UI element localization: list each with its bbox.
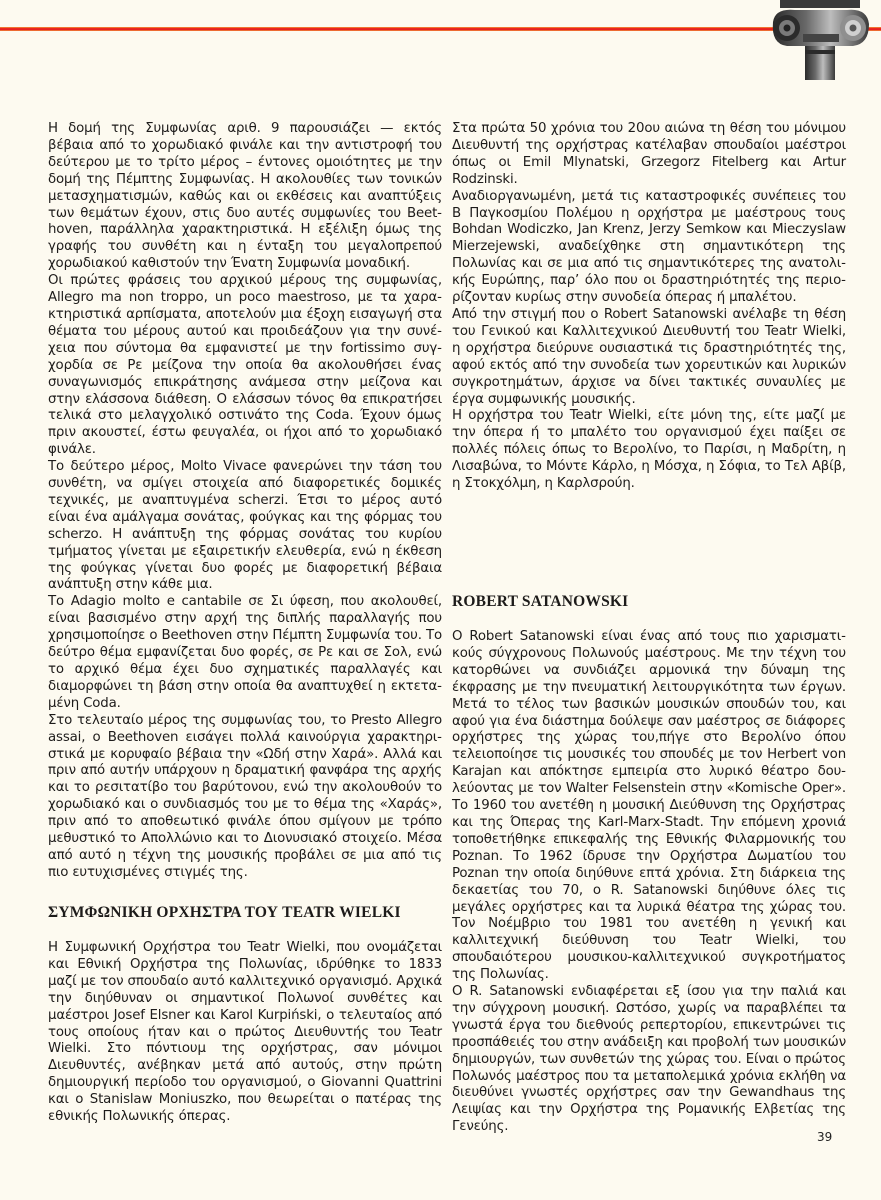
- paragraph: Από την στιγμή που ο Robert Satanowski ανέλαβε τη θέση του Γενικού και Καλλιτεχνικού Διευθυντή του Teatr Wielki, η ορχήστρα διεύρυνε ουσιαστικά τις δραστηριότητές της, αφού εκτός από την συνοδεία των χορευτικών και λυρικών συγκροτημάτων, άρχισε να δίνει τακτικές συναυλίες με έργα συμφωνικής μουσικής.: [452, 306, 846, 407]
- paragraph: Η Συμφωνική Ορχήστρα του Teatr Wielki, που ονομάζεται και Εθνική Ορχήστρα της Πολωνίας, ιδρύθηκε το 1833 μαζί με τον σπουδαίο αυτό καλλιτεχνικό οργανισμό. Αρχικά την διηύθυναν οι σημαντικοί Πολωνοί συνθέτες και μαέστροι Josef Elsner και Karol Kurpiński, ο τελευταίος από τους οποίους ήταν και ο πρώτος Διευθυντής του Teatr Wielki. Στο πόντιουμ της ορχήστρας, σαν μόνιμοι Διευθυντές, ανέβηκαν μετά από αυτούς, στην πρώτη δημιουργική περίοδο του οργανισμού, ο Giovanni Quattrini και ο Stanislaw Moniuszko, που θεωρείται ο πατέρας της εθνικής Πολωνικής όπερας.: [48, 940, 442, 1125]
- section-heading-teatr-wielki-orchestra: ΣΥΜΦΩΝΙΚΗ ΟΡΧΗΣΤΡΑ ΤΟΥ TEATR WIELKI: [48, 904, 401, 921]
- paragraph: Ο Robert Satanowski είναι ένας από τους πιο χαρισματικούς σύγχρονους Πολωνούς μαέστρους. Με την τέχνη του κατορθώνει να συνδιάζει αρμονικά την δύναμη της έκφρασης με την πνευματική λειτουργικότητα των έργων. Μετά το τέλος των βασικών μουσικών σπουδών του, και αφού για ένα διάστημα δούλεψε σαν μαέστρος σε διάφορες ορχήστρες της χώρας του,πήγε στο Βερολίνο όπου τελειοποίησε τις μουσικές του σπουδές με τον Herbert von Karajan και απόκτησε εμπειρία στο λυρικό θέατρο δουλεύοντας με τον Walter Felsenstein στην «Komische Oper». Το 1960 του ανετέθη η μουσική Διεύθυνση της Ορχήστρας και της Όπερας της Karl-Marx-Stadt. Την επόμενη χρονιά τοποθετήθηκε επικεφαλής της Εθνικής Φιλαρμονικής του Poznan. Το 1962 ίδρυσε την Ορχήστρα Δωματίου του Poznan την οποία διηύθυνε επτά χρόνια. Στη διάρκεια της δεκαετίας του 70, ο R. Satanowski διηύθυνε όλες τις μεγάλες ορχήστρες και τα λυρικά θέατρα της χώρας του. Τον Νοέμβριο του 1981 του ανετέθη η γενική και καλλιτεχνική διεύθυνση του Teatr Wielki, του σπουδαιότερου μουσικου-καλλιτεχνικού συγκροτήματος της Πολωνίας.: [452, 629, 846, 983]
- paragraph: Αναδιοργανωμένη, μετά τις καταστροφικές συνέπειες του Β Παγκοσμίου Πολέμου η ορχήστρα με μαέστρους τους Bohdan Wodiczko, Jan Krenz, Jerzy Semkow και Mieczyslaw Mierzejewski, αναδείχθηκε στη σημαντικότερη της Πολωνίας και σε μια από τις σημαντικότερες της ανατολικής Ευρώπης, παρ’ όλο που οι δραστηριότητές της περιορίζονταν κυρίως στην συνοδεία όπερας ή μπαλέτου.: [452, 188, 846, 306]
- right-column-section: [452, 629, 846, 1136]
- paragraph: Το δεύτερο μέρος, Molto Vivace φανερώνει την τάση του συνθέτη, να σμίγει στοιχεία από διαφορετικές δομικές τεχνικές, με αναπτυγμένα scherzi. Έτσι το μέρος αυτό είναι ένα αμάλγαμα σονάτας, φούγκας και της φόρμας του scherzo. Η ανάπτυξη της φόρμας σονάτας του κυρίου τμήματος γίνεται με εξαιρετικήν ελευθερία, ενώ η έκθεση της φούγκας γίνεται δυο φορές με διαφορετική βέβαια ανάπτυξη στην κάθε μια.: [48, 459, 442, 593]
- ionic-column-capital-icon: [765, 0, 875, 80]
- left-column-section: [48, 940, 442, 1126]
- paragraph: Οι πρώτες φράσεις του αρχικού μέρους της συμφωνίας, Allegro ma non troppo, un poco maestroso, με τα χαρακτηριστικά αρπίσματα, αποτελούν μια έξοχη εισαγωγή στα θέματα του μέρους αυτού και προιδεάζουν για την συνέχεια που σύντομα θα εμφανιστεί με την fortissimo συγχορδία σε Ρε μείζονα την οποία θα ακολουθήσει ένας συναγωνισμός επικράτησης ανάμεσα στην μείζονα και στην ελάσσονα διάθεση. Ο ελάσσων τόνος θα επικρατήσει τελικά στο μελαγχολικό οστινάτο της Coda. Έχουν όμως πριν ακουστεί, έστω φευγαλέα, οι ήχοι από το χορωδιακό φινάλε.: [48, 273, 442, 458]
- page-number: 39: [817, 1130, 833, 1144]
- section-heading-robert-satanowski: ROBERT SATANOWSKI: [452, 593, 629, 610]
- paragraph: Το Adagio molto e cantabile σε Σι ύφεση, που ακολουθεί, είναι βασισμένο στην αρχή της διπλής παραλλαγής που χρησιμοποίησε ο Beethoven στην Πέμπτη Συμφωνία του. Το δεύτρο θέμα εμφανίζεται δυο φορές, σε Ρε και σε Σολ, ενώ το αρχικό θέμα έχει δυο σχηματικές παραλλαγές και διαμορφώνει τη βάση στην οποία θα αναπτυχθεί η εκτεταμένη Coda.: [48, 594, 442, 711]
- header-red-rule: [0, 27, 881, 31]
- paragraph: Στα πρώτα 50 χρόνια του 20ου αιώνα τη θέση του μόνιμου Διευθυντή της ορχήστρας κατέλαβαν σπουδαίοι μαέστροι όπως οι Emil Mlynatski, Grzegorz Fitelberg και Artur Rodzinski.: [452, 121, 846, 187]
- paragraph: Η δομή της Συμφωνίας αριθ. 9 παρουσιάζει — εκτός βέβαια από το χορωδιακό φινάλε και την αντιστροφή του δεύτερου με το τρίτο μέρος – έντονες ομοιότητες με την δομή της Πέμπτης Συμφωνίας. Η ακολουθίες των τονικών μετασχηματισμών, καθώς και οι εκθέσεις και αναπτύξεις των θεμάτων έχουν, στις δυο αυτές συμφωνίες του Beethoven, παράλληλα χαρακτηριστικά. Η εξέλιξη όμως της γραφής του συνθέτη και η ένταξη του μεγαλοπρεπού χορωδιακού καθιστούν την Ένατη Συμφωνία μοναδική.: [48, 121, 442, 272]
- paragraph: Ο R. Satanowski ενδιαφέρεται εξ ίσου για την παλιά και την σύγχρονη μουσική. Ωστόσο, χωρίς να παραβλέπει τα γνωστά έργα του διεθνούς ρεπερτορίου, επικεντρώνει τις προσπάθειές του στην ανάδειξη και προβολή των μουσικών δημιουργών, των συνθετών της χώρας του. Είναι ο πρώτος Πολωνός μαέστρος που τα μεταπολεμικά χρόνια εκλήθη να διευθύνει γνωστές ορχήστρες σαν την Gewandhaus της Λειψίας και την Ορχήστρα της Ρομανικής Ελβετίας της Γενεύης.: [452, 984, 846, 1135]
- right-column: [452, 121, 846, 493]
- left-column: [48, 121, 442, 882]
- paragraph: Στο τελευταίο μέρος της συμφωνίας του, το Presto Allegro assai, ο Beethoven εισάγει πολλά καινούργια χαρακτηριστικά με κορυφαίο βέβαια την «Ωδή στην Χαρά». Αλλά και πριν από αυτήν υπάρχουν η δραματική φανφάρα της αρχής και το ρεσιτατίβο του βαρύτονου, ενώ την ακολουθούν το χορωδιακό και ο συνδιασμός του με το θέμα της «Χαράς», πριν από το αποθεωτικό φινάλε όπου σμίγουν με τρόπο μεθυστικό το Απολλώνιο και το Διονυσιακό στοιχείο. Μέσα από αυτό η τέχνη της μουσικής προβάλει σε μια από τις πιο ευτυχισμένες στιγμές της.: [48, 712, 442, 880]
- paragraph: Η ορχήστρα του Teatr Wielki, είτε μόνη της, είτε μαζί με την όπερα ή το μπαλέτο του οργανισμού έχει παίξει σε πολλές πόλεις όπως το Βερολίνο, το Παρίσι, η Μαδρίτη, η Λισαβώνα, το Μόντε Κάρλο, η Μόσχα, η Σόφια, το Τελ Αβίβ, η Στοκχόλμη, η Καρλσρούη.: [452, 408, 846, 492]
